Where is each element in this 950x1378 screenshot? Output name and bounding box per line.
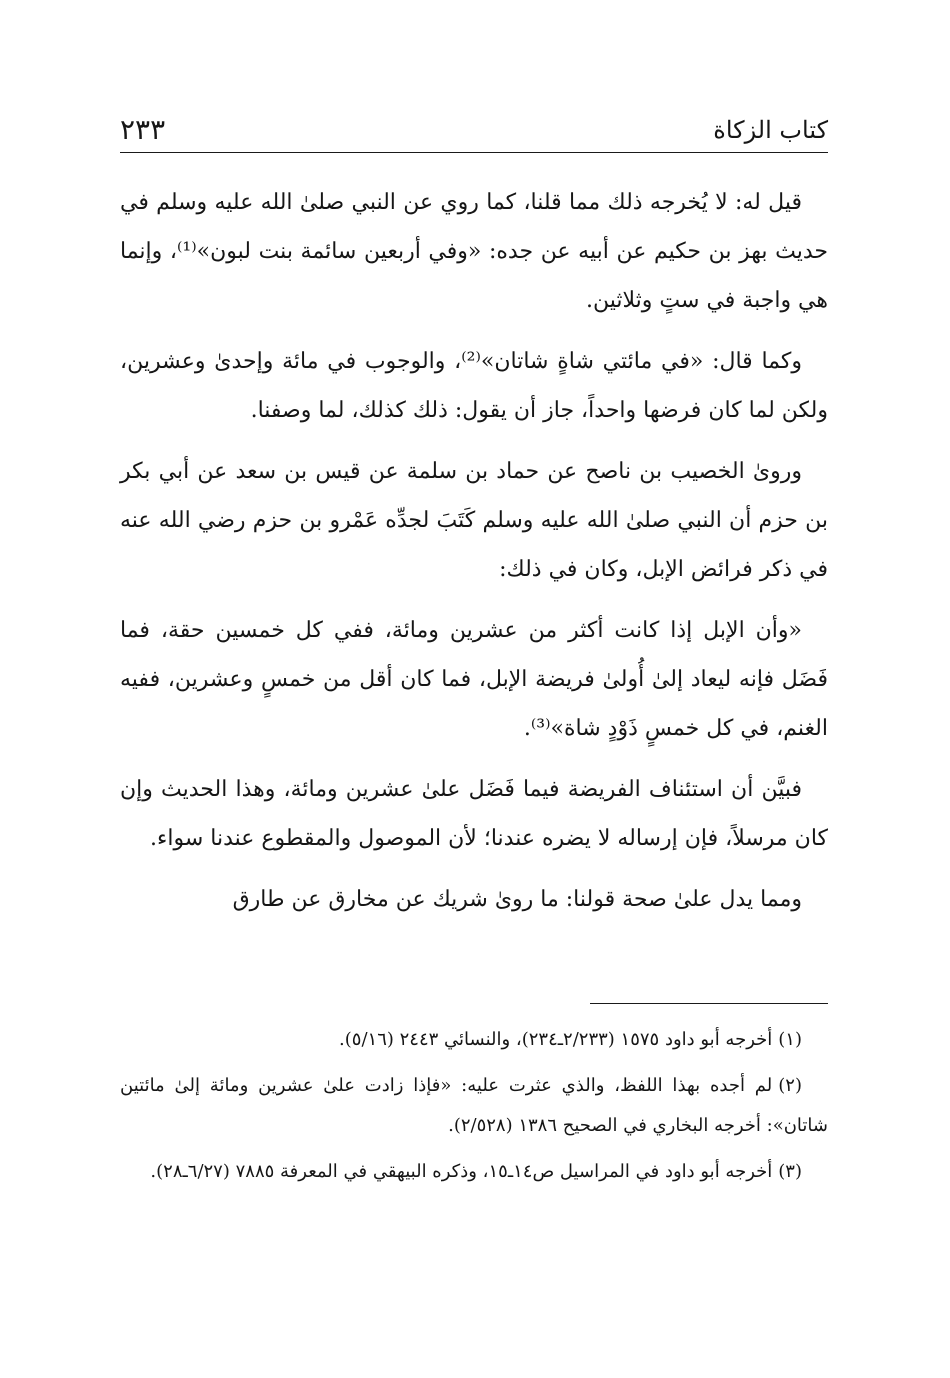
paragraph: قيل له: لا يُخرجه ذلك مما قلنا، كما روي عن النبي صلىٰ الله عليه وسلم في حديث بهز بن حكيم عن أبيه عن جده: «وفي أربعين سائمة بنت لبون»⁽¹⁾، وإنما هي واجبة في ستٍ وثلاثين. bbox=[120, 190, 828, 313]
footnote-number: (٣) bbox=[778, 1161, 802, 1182]
paragraph: فبيَّن أن استئناف الفريضة فيما فَضَل علىٰ عشرين ومائة، وهذا الحديث وإن كان مرسلاً، فإن إرساله لا يضره عندنا؛ لأن الموصول والمقطوع عندنا سواء. bbox=[120, 777, 828, 851]
paragraph: ومما يدل علىٰ صحة قولنا: ما روىٰ شريك عن مخارق عن طارق bbox=[232, 887, 802, 912]
paragraph: وكما قال: «في مائتي شاةٍ شاتان»⁽²⁾، والوجوب في مائة وإحدىٰ وعشرين، ولكن لما كان فرضها واحداً، جاز أن يقول: ذلك كذلك، لما وصفنا. bbox=[120, 349, 828, 423]
footnote-text: أخرجه أبو داود في المراسيل ص١٤ـ١٥، وذكره البيهقي في المعرفة ٧٨٨٥ (٦/٢٧ـ٢٨). bbox=[150, 1161, 773, 1182]
footnote bbox=[120, 1066, 828, 1146]
footnote-text: لم أجده بهذا اللفظ، والذي عثرت عليه: «فإذا زادت علىٰ عشرين ومائة إلىٰ مائتين شاتان»: أخرجه البخاري في الصحيح ١٣٨٦ (٢/٥٢٨). bbox=[120, 1075, 828, 1136]
paragraph: «وأن الإبل إذا كانت أكثر من عشرين ومائة، ففي كل خمسين حقة، فما فَضَل فإنه ليعاد إلىٰ أُولىٰ فريضة الإبل، فما كان أقل من خمسٍ وعشرين، ففيه الغنم، في كل خمسٍ ذَوْدٍ شاة»⁽³⁾. bbox=[120, 618, 828, 741]
footnote bbox=[120, 1152, 828, 1192]
footnote-divider bbox=[590, 1003, 828, 1004]
footnotes bbox=[120, 1020, 828, 1198]
main-text bbox=[120, 178, 828, 936]
footnote bbox=[120, 1020, 828, 1060]
paragraph: وروىٰ الخصيب بن ناصح عن حماد بن سلمة عن قيس بن سعد عن أبي بكر بن حزم أن النبي صلىٰ الله عليه وسلم كَتَبَ لجدِّه عَمْرو بن حزم رضي الله عنه في ذكر فرائض الإبل، وكان في ذلك: bbox=[120, 459, 828, 582]
footnote-number: (١) bbox=[778, 1029, 802, 1050]
page-header bbox=[120, 108, 828, 153]
footnote-number: (٢) bbox=[778, 1075, 802, 1096]
footnote-text: أخرجه أبو داود ١٥٧٥ (٢/٢٣٣ـ٢٣٤)، والنسائي ٢٤٤٣ (٥/١٦). bbox=[339, 1029, 773, 1050]
page-number: ٢٣٣ bbox=[120, 113, 166, 146]
running-title: كتاب الزكاة bbox=[713, 116, 828, 144]
